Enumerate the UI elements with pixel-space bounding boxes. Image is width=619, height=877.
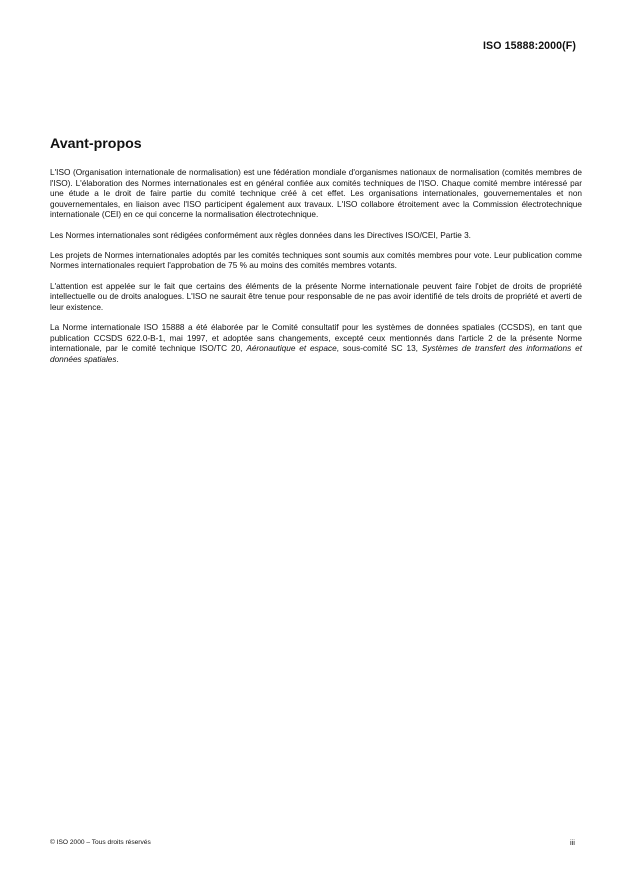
footer-copyright: © ISO 2000 – Tous droits réservés [50,839,151,846]
paragraph-preparation [50,323,582,365]
page-number: iii [569,838,575,847]
paragraph-voting: Les projets de Normes internationales adoptés par les comités techniques sont soumis aux comités membres pour vote. Leur publication comme Normes internationales requiert l'approbation de 75 % au moins des comités membres votants. [50,250,582,271]
preparation-text-3: . [116,354,119,364]
foreword-body [50,168,582,375]
paragraph-directives: Les Normes internationales sont rédigées conformément aux règles données dans les Directives ISO/CEI, Partie 3. [50,230,471,240]
section-title: Avant-propos [50,136,142,152]
subcommittee-name: Systèmes de transfert des informations et données spatiales [50,344,582,364]
paragraph-patent-rights: L'attention est appelée sur le fait que certains des éléments de la présente Norme internationale peuvent faire l'objet de droits de propriété intellectuelle ou de droits analogues. L'ISO ne saurait être tenue pour responsable de ne pas avoir identifié de tels droits de propriété et averti de leur existence. [50,281,582,312]
committee-name: Aéronautique et espace [246,344,337,354]
paragraph-iso-intro: L'ISO (Organisation internationale de normalisation) est une fédération mondiale d'organismes nationaux de normalisation (comités membres de l'ISO). L'élaboration des Normes internationales est en général confiée aux comités techniques de l'ISO. Chaque comité membre intéressé par une étude a le droit de faire partie du comité technique créé à cet effet. Les organisations internationales, gouvernementales et non gouvernementales, en liaison avec l'ISO participent également aux travaux. L'ISO collabore étroitement avec la Commission électrotechnique internationale (CEI) en ce qui concerne la normalisation électrotechnique. [50,168,582,220]
document-id: ISO 15888:2000(F) [483,40,576,52]
preparation-text-2: , sous-comité SC 13, [336,344,422,354]
preparation-text-1: La Norme internationale ISO 15888 a été élaborée par le Comité consultatif pour les systèmes de données spatiales (CCSDS), en tant que publication CCSDS 622.0-B-1, mai 1997, et adoptée sans changements, excepté ceux mentionnés dans l'article 2 de la présente Norme internationale, par le comité technique ISO/TC 20, [50,322,582,354]
